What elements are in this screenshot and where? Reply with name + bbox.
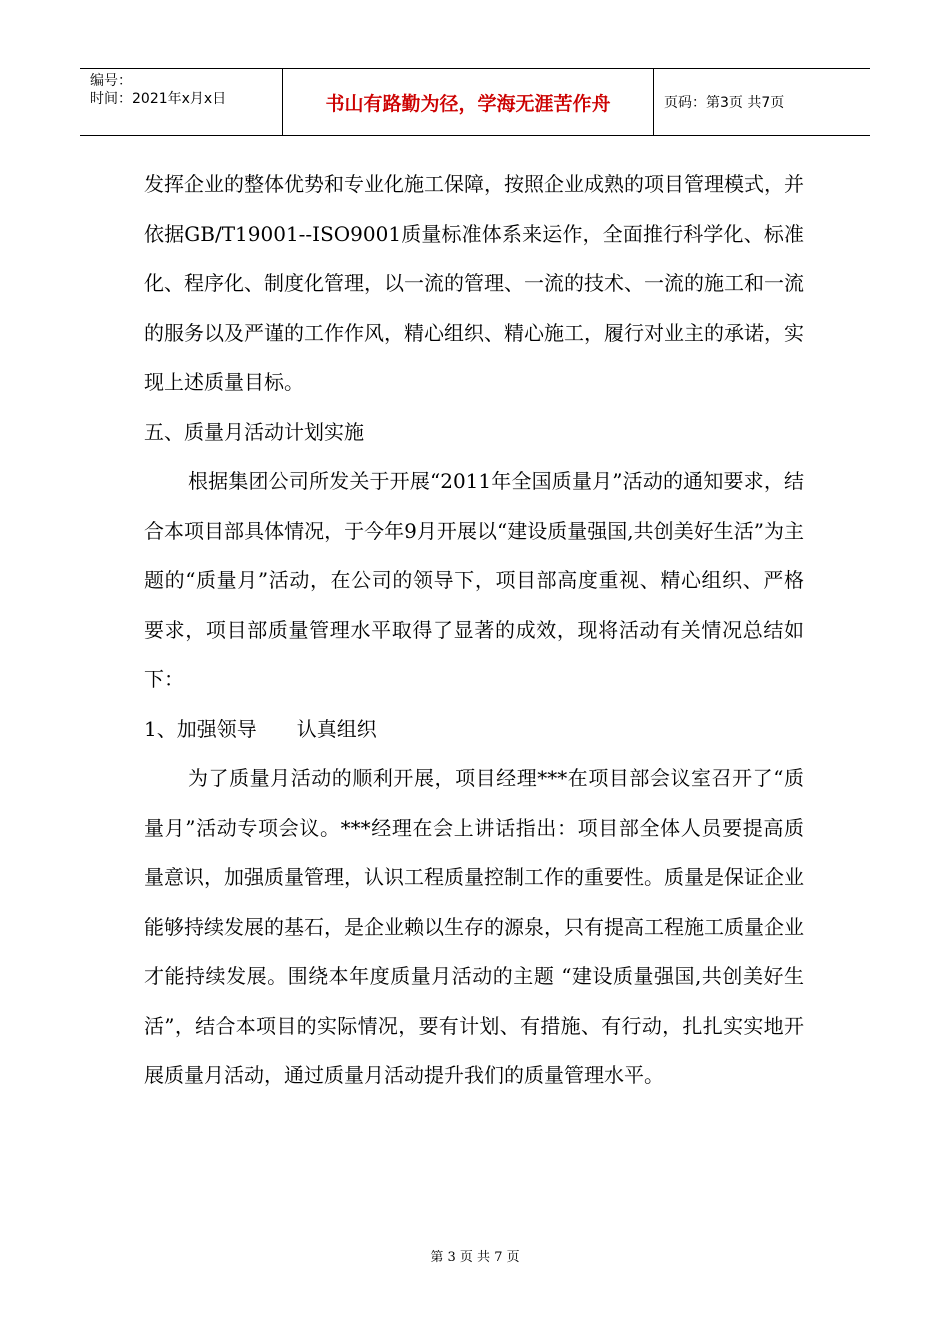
document-body xyxy=(144,160,804,1101)
body-paragraph: 发挥企业的整体优势和专业化施工保障，按照企业成熟的项目管理模式，并依据GB/T19001--ISO9001质量标准体系来运作，全面推行科学化、标准化、程序化、制度化管理，以一流的管理、一流的技术、一流的施工和一流的服务以及严谨的工作作风，精心组织、精心施工，履行对业主的承诺，实现上述质量目标。 xyxy=(144,172,804,394)
document-date: 时间：2021年x月x日 xyxy=(90,91,227,107)
header-motto-cell xyxy=(282,69,654,135)
header-page-cell xyxy=(654,69,870,135)
header-meta-cell xyxy=(80,69,282,135)
document-number-label: 编号： xyxy=(90,73,132,89)
section-heading: 五、质量月活动计划实施 xyxy=(144,419,364,444)
body-paragraph: 为了质量月活动的顺利开展，项目经理***在项目部会议室召开了“质量月”活动专项会议。***经理在会上讲话指出：项目部全体人员要提高质量意识，加强质量管理，认识工程质量控制工作的重要性。质量是保证企业能够持续发展的基石，是企业赖以生存的源泉，只有提高工程施工质量企业才能持续发展。围绕本年度质量月活动的主题 “建设质量强国,共创美好生活”，结合本项目的实际情况，要有计划、有措施、有行动，扎扎实实地开展质量月活动，通过质量月活动提升我们的质量管理水平。 xyxy=(144,766,804,1087)
header-table xyxy=(80,68,870,136)
page-footer: 第 3 页 共 7 页 xyxy=(430,1250,520,1265)
header-motto: 书山有路勤为径，学海无涯苦作舟 xyxy=(325,92,611,115)
subsection-heading: 1、加强领导 认真组织 xyxy=(144,716,377,741)
header-page-info: 页码：第3页 共7页 xyxy=(664,95,785,111)
body-paragraph: 根据集团公司所发关于开展“2011年全国质量月”活动的通知要求，结合本项目部具体情况，于今年9月开展以“建设质量强国,共创美好生活”为主题的“质量月”活动，在公司的领导下，项目部高度重视、精心组织、严格要求，项目部质量管理水平取得了显著的成效，现将活动有关情况总结如下： xyxy=(144,469,804,691)
